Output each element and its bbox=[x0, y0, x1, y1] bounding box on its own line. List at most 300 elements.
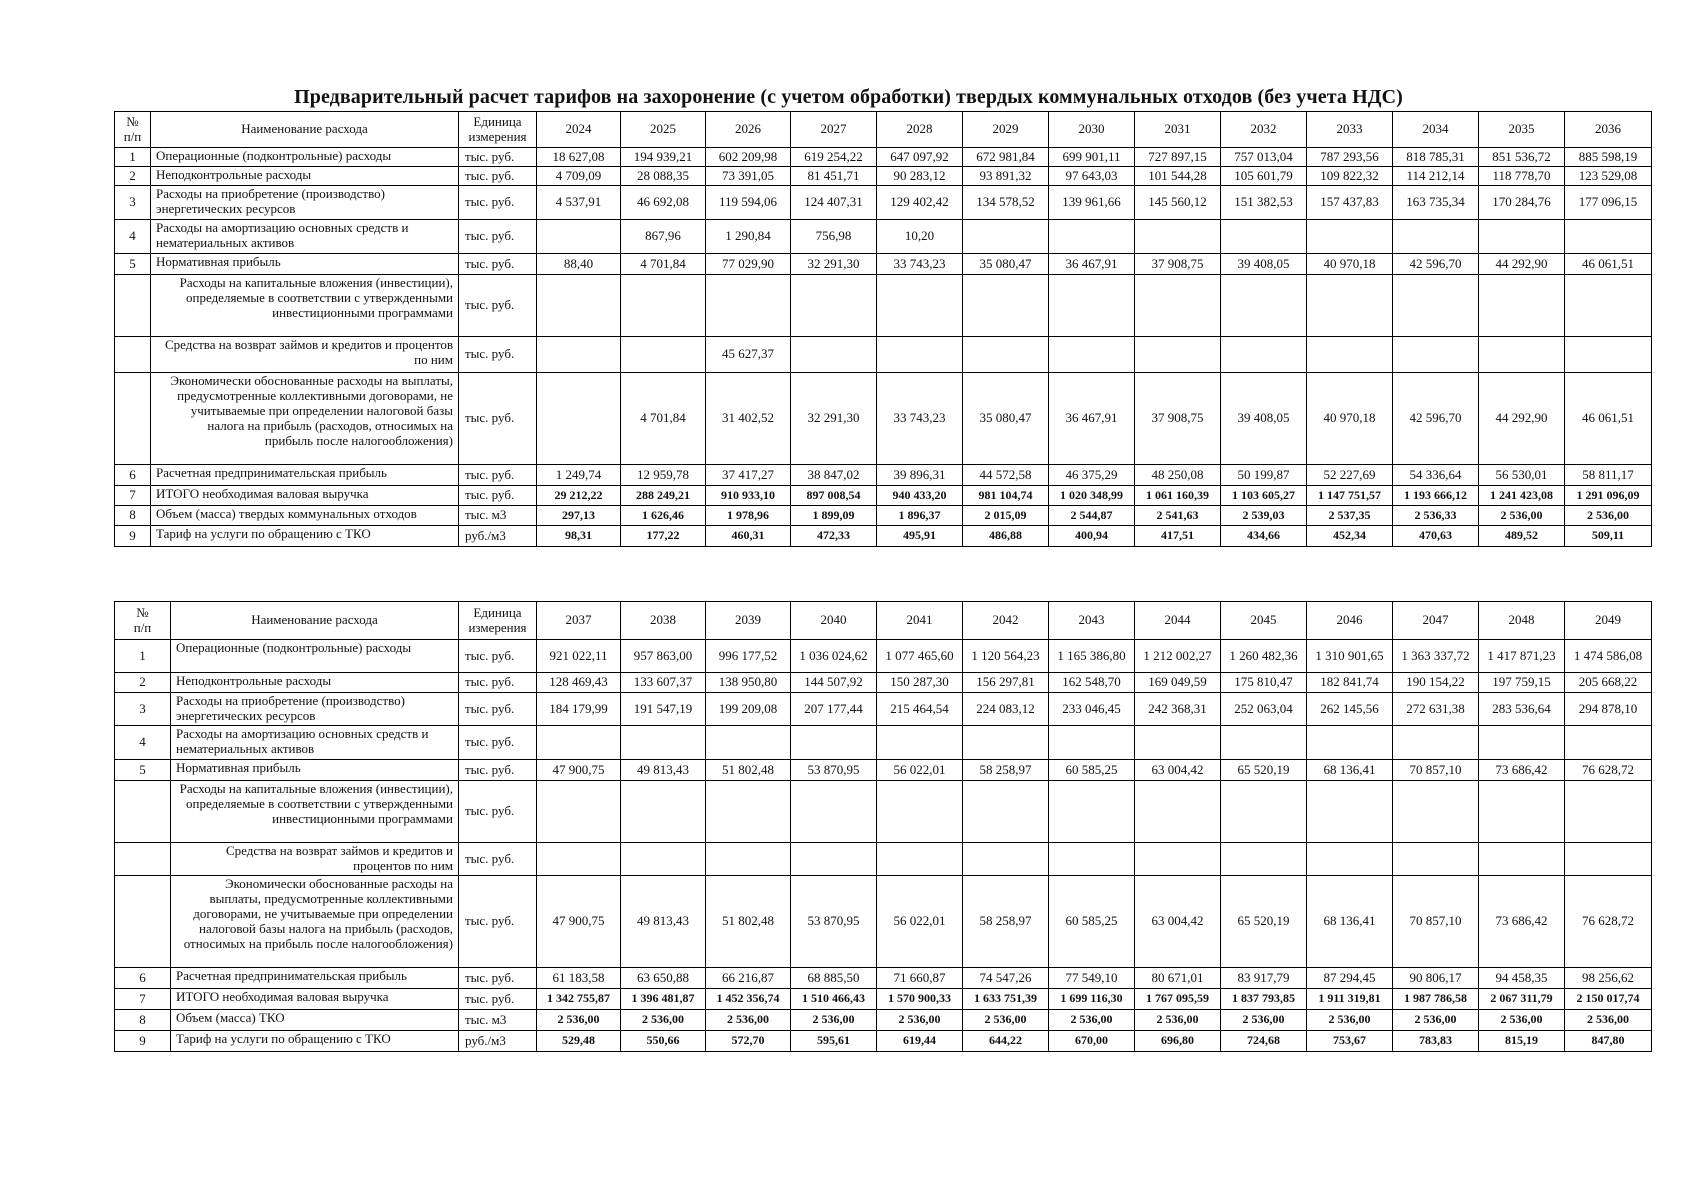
value-cell bbox=[1135, 337, 1221, 373]
unit-of-measure: тыс. руб. bbox=[459, 275, 537, 337]
value-cell bbox=[537, 781, 621, 843]
value-cell: 46 375,29 bbox=[1049, 465, 1135, 486]
table-row bbox=[115, 465, 1652, 486]
table-row bbox=[115, 167, 1652, 186]
header-number: № п/п bbox=[115, 112, 151, 148]
value-cell: 1 061 160,39 bbox=[1135, 486, 1221, 506]
value-cell: 1 290,84 bbox=[706, 220, 791, 254]
value-cell: 88,40 bbox=[537, 254, 621, 275]
expense-name: Экономически обоснованные расходы на выплаты, предусмотренные коллективными договорами, не учитываемые при определении налоговой базы налога на прибыль (расходов, относимых на прибыль после налогообложения) bbox=[151, 373, 459, 465]
value-cell: 37 417,27 bbox=[706, 465, 791, 486]
value-cell bbox=[1479, 275, 1565, 337]
value-cell: 815,19 bbox=[1479, 1031, 1565, 1052]
value-cell: 28 088,35 bbox=[621, 167, 706, 186]
expense-name: Расходы на амортизацию основных средств и нематериальных активов bbox=[171, 726, 459, 760]
unit-of-measure: тыс. руб. bbox=[459, 693, 537, 726]
value-cell: 1 633 751,39 bbox=[963, 989, 1049, 1010]
row-number: 1 bbox=[115, 148, 151, 167]
value-cell: 90 806,17 bbox=[1393, 968, 1479, 989]
table-row bbox=[115, 1010, 1652, 1031]
value-cell: 460,31 bbox=[706, 526, 791, 547]
row-number bbox=[115, 843, 171, 876]
header-year: 2037 bbox=[537, 602, 621, 640]
value-cell bbox=[963, 220, 1049, 254]
value-cell: 2 536,00 bbox=[706, 1010, 791, 1031]
value-cell: 2 536,00 bbox=[1479, 506, 1565, 526]
row-number: 1 bbox=[115, 640, 171, 673]
value-cell: 1 626,46 bbox=[621, 506, 706, 526]
value-cell: 76 628,72 bbox=[1565, 760, 1652, 781]
value-cell: 133 607,37 bbox=[621, 673, 706, 693]
value-cell: 1 020 348,99 bbox=[1049, 486, 1135, 506]
value-cell bbox=[1221, 337, 1307, 373]
header-year: 2046 bbox=[1307, 602, 1393, 640]
value-cell bbox=[877, 781, 963, 843]
row-number: 5 bbox=[115, 760, 171, 781]
header-year: 2039 bbox=[706, 602, 791, 640]
value-cell: 177,22 bbox=[621, 526, 706, 547]
value-cell: 191 547,19 bbox=[621, 693, 706, 726]
value-cell bbox=[1221, 275, 1307, 337]
value-cell bbox=[963, 726, 1049, 760]
expense-name: Операционные (подконтрольные) расходы bbox=[151, 148, 459, 167]
value-cell: 60 585,25 bbox=[1049, 760, 1135, 781]
value-cell bbox=[1479, 726, 1565, 760]
value-cell: 138 950,80 bbox=[706, 673, 791, 693]
value-cell: 470,63 bbox=[1393, 526, 1479, 547]
value-cell: 182 841,74 bbox=[1307, 673, 1393, 693]
value-cell bbox=[1479, 781, 1565, 843]
value-cell: 98 256,62 bbox=[1565, 968, 1652, 989]
value-cell: 197 759,15 bbox=[1479, 673, 1565, 693]
value-cell: 2 536,00 bbox=[1565, 506, 1652, 526]
value-cell bbox=[1393, 726, 1479, 760]
value-cell bbox=[1135, 275, 1221, 337]
unit-of-measure: тыс. руб. bbox=[459, 876, 537, 968]
value-cell: 2 536,00 bbox=[1307, 1010, 1393, 1031]
expense-name: ИТОГО необходимая валовая выручка bbox=[171, 989, 459, 1010]
value-cell bbox=[1049, 726, 1135, 760]
unit-of-measure: тыс. руб. bbox=[459, 148, 537, 167]
tariff-table-2037-2049 bbox=[114, 601, 1652, 1052]
value-cell: 670,00 bbox=[1049, 1031, 1135, 1052]
value-cell: 65 520,19 bbox=[1221, 760, 1307, 781]
value-cell: 68 136,41 bbox=[1307, 876, 1393, 968]
value-cell bbox=[706, 275, 791, 337]
value-cell: 644,22 bbox=[963, 1031, 1049, 1052]
value-cell: 847,80 bbox=[1565, 1031, 1652, 1052]
value-cell: 49 813,43 bbox=[621, 876, 706, 968]
value-cell: 724,68 bbox=[1221, 1031, 1307, 1052]
value-cell: 32 291,30 bbox=[791, 373, 877, 465]
unit-of-measure: тыс. руб. bbox=[459, 968, 537, 989]
value-cell: 73 686,42 bbox=[1479, 876, 1565, 968]
value-cell: 727 897,15 bbox=[1135, 148, 1221, 167]
value-cell: 619 254,22 bbox=[791, 148, 877, 167]
expense-name: Расчетная предпринимательская прибыль bbox=[151, 465, 459, 486]
value-cell bbox=[1221, 843, 1307, 876]
value-cell: 151 382,53 bbox=[1221, 186, 1307, 220]
value-cell: 93 891,32 bbox=[963, 167, 1049, 186]
value-cell: 2 536,00 bbox=[1049, 1010, 1135, 1031]
value-cell: 70 857,10 bbox=[1393, 876, 1479, 968]
value-cell bbox=[1049, 275, 1135, 337]
value-cell: 242 368,31 bbox=[1135, 693, 1221, 726]
value-cell: 35 080,47 bbox=[963, 254, 1049, 275]
value-cell: 2 544,87 bbox=[1049, 506, 1135, 526]
value-cell: 194 939,21 bbox=[621, 148, 706, 167]
value-cell: 1 249,74 bbox=[537, 465, 621, 486]
value-cell bbox=[1135, 220, 1221, 254]
value-cell bbox=[963, 843, 1049, 876]
value-cell: 39 896,31 bbox=[877, 465, 963, 486]
header-year: 2035 bbox=[1479, 112, 1565, 148]
table-header-row bbox=[115, 112, 1652, 148]
header-unit: Единица измерения bbox=[459, 112, 537, 148]
value-cell: 80 671,01 bbox=[1135, 968, 1221, 989]
expense-name: Тариф на услуги по обращению с ТКО bbox=[151, 526, 459, 547]
value-cell bbox=[1393, 275, 1479, 337]
expense-name: Неподконтрольные расходы bbox=[151, 167, 459, 186]
value-cell: 58 258,97 bbox=[963, 876, 1049, 968]
value-cell: 73 686,42 bbox=[1479, 760, 1565, 781]
value-cell: 1 120 564,23 bbox=[963, 640, 1049, 673]
value-cell: 175 810,47 bbox=[1221, 673, 1307, 693]
value-cell: 94 458,35 bbox=[1479, 968, 1565, 989]
value-cell: 81 451,71 bbox=[791, 167, 877, 186]
value-cell: 83 917,79 bbox=[1221, 968, 1307, 989]
value-cell: 1 241 423,08 bbox=[1479, 486, 1565, 506]
table-row bbox=[115, 640, 1652, 673]
value-cell: 44 572,58 bbox=[963, 465, 1049, 486]
header-year: 2034 bbox=[1393, 112, 1479, 148]
value-cell: 602 209,98 bbox=[706, 148, 791, 167]
value-cell bbox=[1393, 843, 1479, 876]
table-row bbox=[115, 373, 1652, 465]
value-cell: 37 908,75 bbox=[1135, 254, 1221, 275]
header-year: 2032 bbox=[1221, 112, 1307, 148]
row-number: 3 bbox=[115, 693, 171, 726]
value-cell: 957 863,00 bbox=[621, 640, 706, 673]
value-cell: 1 896,37 bbox=[877, 506, 963, 526]
value-cell bbox=[1307, 843, 1393, 876]
value-cell bbox=[537, 337, 621, 373]
value-cell: 56 022,01 bbox=[877, 760, 963, 781]
value-cell bbox=[537, 843, 621, 876]
value-cell: 39 408,05 bbox=[1221, 373, 1307, 465]
table-row bbox=[115, 486, 1652, 506]
value-cell: 58 811,17 bbox=[1565, 465, 1652, 486]
value-cell: 867,96 bbox=[621, 220, 706, 254]
value-cell: 38 847,02 bbox=[791, 465, 877, 486]
unit-of-measure: тыс. руб. bbox=[459, 726, 537, 760]
value-cell: 33 743,23 bbox=[877, 373, 963, 465]
row-number: 9 bbox=[115, 526, 151, 547]
value-cell: 753,67 bbox=[1307, 1031, 1393, 1052]
value-cell bbox=[1307, 337, 1393, 373]
row-number: 8 bbox=[115, 1010, 171, 1031]
value-cell bbox=[706, 781, 791, 843]
value-cell bbox=[1307, 220, 1393, 254]
table-row bbox=[115, 506, 1652, 526]
header-year: 2031 bbox=[1135, 112, 1221, 148]
value-cell: 36 467,91 bbox=[1049, 373, 1135, 465]
tariff-table-2024-2036 bbox=[114, 111, 1652, 547]
value-cell: 37 908,75 bbox=[1135, 373, 1221, 465]
value-cell: 56 022,01 bbox=[877, 876, 963, 968]
value-cell: 101 544,28 bbox=[1135, 167, 1221, 186]
header-year: 2029 bbox=[963, 112, 1049, 148]
value-cell: 2 536,00 bbox=[963, 1010, 1049, 1031]
header-name: Наименование расхода bbox=[171, 602, 459, 640]
table-row bbox=[115, 760, 1652, 781]
value-cell: 46 692,08 bbox=[621, 186, 706, 220]
value-cell: 119 594,06 bbox=[706, 186, 791, 220]
row-number: 4 bbox=[115, 220, 151, 254]
value-cell: 53 870,95 bbox=[791, 876, 877, 968]
value-cell bbox=[621, 726, 706, 760]
value-cell bbox=[877, 726, 963, 760]
header-year: 2041 bbox=[877, 602, 963, 640]
value-cell: 1 452 356,74 bbox=[706, 989, 791, 1010]
table-row bbox=[115, 673, 1652, 693]
value-cell: 157 437,83 bbox=[1307, 186, 1393, 220]
unit-of-measure: тыс. руб. bbox=[459, 781, 537, 843]
value-cell: 4 537,91 bbox=[537, 186, 621, 220]
value-cell bbox=[1565, 220, 1652, 254]
row-number: 6 bbox=[115, 465, 151, 486]
header-year: 2024 bbox=[537, 112, 621, 148]
expense-name: ИТОГО необходимая валовая выручка bbox=[151, 486, 459, 506]
row-number: 8 bbox=[115, 506, 151, 526]
value-cell: 98,31 bbox=[537, 526, 621, 547]
table-row bbox=[115, 876, 1652, 968]
value-cell: 897 008,54 bbox=[791, 486, 877, 506]
value-cell: 53 870,95 bbox=[791, 760, 877, 781]
value-cell: 1 911 319,81 bbox=[1307, 989, 1393, 1010]
value-cell: 619,44 bbox=[877, 1031, 963, 1052]
header-unit: Единица измерения bbox=[459, 602, 537, 640]
value-cell: 647 097,92 bbox=[877, 148, 963, 167]
value-cell: 47 900,75 bbox=[537, 760, 621, 781]
value-cell: 144 507,92 bbox=[791, 673, 877, 693]
value-cell: 71 660,87 bbox=[877, 968, 963, 989]
header-year: 2044 bbox=[1135, 602, 1221, 640]
value-cell: 1 474 586,08 bbox=[1565, 640, 1652, 673]
expense-name: Средства на возврат займов и кредитов и процентов по ним bbox=[171, 843, 459, 876]
value-cell bbox=[963, 275, 1049, 337]
unit-of-measure: тыс. руб. bbox=[459, 167, 537, 186]
value-cell: 162 548,70 bbox=[1049, 673, 1135, 693]
value-cell: 1 291 096,09 bbox=[1565, 486, 1652, 506]
expense-name: Расходы на приобретение (производство) энергетических ресурсов bbox=[171, 693, 459, 726]
value-cell: 44 292,90 bbox=[1479, 254, 1565, 275]
value-cell: 2 067 311,79 bbox=[1479, 989, 1565, 1010]
value-cell bbox=[963, 337, 1049, 373]
value-cell: 51 802,48 bbox=[706, 876, 791, 968]
value-cell: 1 510 466,43 bbox=[791, 989, 877, 1010]
value-cell: 262 145,56 bbox=[1307, 693, 1393, 726]
expense-name: Объем (масса) ТКО bbox=[171, 1010, 459, 1031]
value-cell bbox=[537, 726, 621, 760]
value-cell: 981 104,74 bbox=[963, 486, 1049, 506]
value-cell: 252 063,04 bbox=[1221, 693, 1307, 726]
unit-of-measure: руб./м3 bbox=[459, 526, 537, 547]
value-cell: 1 193 666,12 bbox=[1393, 486, 1479, 506]
unit-of-measure: тыс. м3 bbox=[459, 506, 537, 526]
value-cell: 595,61 bbox=[791, 1031, 877, 1052]
value-cell: 18 627,08 bbox=[537, 148, 621, 167]
expense-name: Тариф на услуги по обращению с ТКО bbox=[171, 1031, 459, 1052]
value-cell: 42 596,70 bbox=[1393, 373, 1479, 465]
header-year: 2027 bbox=[791, 112, 877, 148]
value-cell: 97 643,03 bbox=[1049, 167, 1135, 186]
row-number bbox=[115, 781, 171, 843]
expense-name: Расходы на капитальные вложения (инвестиции), определяемые в соответствии с утвержденными инвестиционными программами bbox=[151, 275, 459, 337]
value-cell bbox=[1565, 337, 1652, 373]
table-row bbox=[115, 526, 1652, 547]
value-cell: 783,83 bbox=[1393, 1031, 1479, 1052]
value-cell: 2 537,35 bbox=[1307, 506, 1393, 526]
value-cell bbox=[791, 843, 877, 876]
value-cell bbox=[621, 275, 706, 337]
value-cell bbox=[621, 843, 706, 876]
header-name: Наименование расхода bbox=[151, 112, 459, 148]
value-cell: 1 342 755,87 bbox=[537, 989, 621, 1010]
value-cell: 272 631,38 bbox=[1393, 693, 1479, 726]
value-cell: 77 029,90 bbox=[706, 254, 791, 275]
value-cell: 65 520,19 bbox=[1221, 876, 1307, 968]
value-cell: 1 837 793,85 bbox=[1221, 989, 1307, 1010]
value-cell: 109 822,32 bbox=[1307, 167, 1393, 186]
value-cell: 2 536,00 bbox=[1565, 1010, 1652, 1031]
value-cell: 2 015,09 bbox=[963, 506, 1049, 526]
row-number: 7 bbox=[115, 989, 171, 1010]
value-cell: 40 970,18 bbox=[1307, 373, 1393, 465]
value-cell bbox=[1393, 337, 1479, 373]
value-cell: 400,94 bbox=[1049, 526, 1135, 547]
value-cell: 1 978,96 bbox=[706, 506, 791, 526]
value-cell: 940 433,20 bbox=[877, 486, 963, 506]
value-cell: 4 709,09 bbox=[537, 167, 621, 186]
table-row bbox=[115, 843, 1652, 876]
value-cell: 105 601,79 bbox=[1221, 167, 1307, 186]
value-cell bbox=[877, 337, 963, 373]
value-cell: 2 536,00 bbox=[1221, 1010, 1307, 1031]
value-cell: 885 598,19 bbox=[1565, 148, 1652, 167]
value-cell: 163 735,34 bbox=[1393, 186, 1479, 220]
value-cell: 434,66 bbox=[1221, 526, 1307, 547]
value-cell: 128 469,43 bbox=[537, 673, 621, 693]
value-cell bbox=[1221, 726, 1307, 760]
value-cell bbox=[1135, 726, 1221, 760]
value-cell: 1 147 751,57 bbox=[1307, 486, 1393, 506]
table-row bbox=[115, 693, 1652, 726]
value-cell: 1 077 465,60 bbox=[877, 640, 963, 673]
value-cell bbox=[963, 781, 1049, 843]
value-cell: 1 396 481,87 bbox=[621, 989, 706, 1010]
table-row bbox=[115, 220, 1652, 254]
value-cell: 1 570 900,33 bbox=[877, 989, 963, 1010]
value-cell: 87 294,45 bbox=[1307, 968, 1393, 989]
expense-name: Расчетная предпринимательская прибыль bbox=[171, 968, 459, 989]
value-cell bbox=[1565, 726, 1652, 760]
unit-of-measure: тыс. м3 bbox=[459, 1010, 537, 1031]
value-cell: 417,51 bbox=[1135, 526, 1221, 547]
value-cell: 63 004,42 bbox=[1135, 760, 1221, 781]
value-cell: 169 049,59 bbox=[1135, 673, 1221, 693]
value-cell: 486,88 bbox=[963, 526, 1049, 547]
value-cell bbox=[1479, 220, 1565, 254]
header-year: 2036 bbox=[1565, 112, 1652, 148]
value-cell bbox=[1049, 337, 1135, 373]
value-cell: 184 179,99 bbox=[537, 693, 621, 726]
value-cell: 509,11 bbox=[1565, 526, 1652, 547]
value-cell: 39 408,05 bbox=[1221, 254, 1307, 275]
value-cell: 156 297,81 bbox=[963, 673, 1049, 693]
value-cell: 996 177,52 bbox=[706, 640, 791, 673]
value-cell bbox=[1565, 781, 1652, 843]
value-cell: 2 536,00 bbox=[621, 1010, 706, 1031]
header-year: 2030 bbox=[1049, 112, 1135, 148]
value-cell: 10,20 bbox=[877, 220, 963, 254]
value-cell: 190 154,22 bbox=[1393, 673, 1479, 693]
table-row bbox=[115, 781, 1652, 843]
value-cell: 1 036 024,62 bbox=[791, 640, 877, 673]
value-cell bbox=[1135, 843, 1221, 876]
value-cell bbox=[1049, 781, 1135, 843]
value-cell: 1 103 605,27 bbox=[1221, 486, 1307, 506]
value-cell bbox=[1221, 220, 1307, 254]
row-number: 4 bbox=[115, 726, 171, 760]
value-cell: 70 857,10 bbox=[1393, 760, 1479, 781]
value-cell: 550,66 bbox=[621, 1031, 706, 1052]
row-number: 3 bbox=[115, 186, 151, 220]
value-cell: 33 743,23 bbox=[877, 254, 963, 275]
row-number: 6 bbox=[115, 968, 171, 989]
unit-of-measure: тыс. руб. bbox=[459, 373, 537, 465]
value-cell: 49 813,43 bbox=[621, 760, 706, 781]
expense-name: Нормативная прибыль bbox=[171, 760, 459, 781]
value-cell: 118 778,70 bbox=[1479, 167, 1565, 186]
value-cell: 114 212,14 bbox=[1393, 167, 1479, 186]
value-cell: 77 549,10 bbox=[1049, 968, 1135, 989]
header-year: 2040 bbox=[791, 602, 877, 640]
value-cell: 757 013,04 bbox=[1221, 148, 1307, 167]
table-row bbox=[115, 186, 1652, 220]
value-cell: 12 959,78 bbox=[621, 465, 706, 486]
value-cell bbox=[877, 275, 963, 337]
value-cell: 1 260 482,36 bbox=[1221, 640, 1307, 673]
header-year: 2026 bbox=[706, 112, 791, 148]
value-cell bbox=[791, 275, 877, 337]
unit-of-measure: руб./м3 bbox=[459, 1031, 537, 1052]
unit-of-measure: тыс. руб. bbox=[459, 989, 537, 1010]
value-cell: 2 536,00 bbox=[537, 1010, 621, 1031]
unit-of-measure: тыс. руб. bbox=[459, 337, 537, 373]
value-cell: 283 536,64 bbox=[1479, 693, 1565, 726]
value-cell: 224 083,12 bbox=[963, 693, 1049, 726]
value-cell: 2 536,00 bbox=[1135, 1010, 1221, 1031]
table-row bbox=[115, 989, 1652, 1010]
table-row bbox=[115, 148, 1652, 167]
value-cell bbox=[791, 726, 877, 760]
value-cell bbox=[1565, 843, 1652, 876]
unit-of-measure: тыс. руб. bbox=[459, 254, 537, 275]
value-cell bbox=[1479, 337, 1565, 373]
value-cell: 46 061,51 bbox=[1565, 254, 1652, 275]
value-cell: 199 209,08 bbox=[706, 693, 791, 726]
